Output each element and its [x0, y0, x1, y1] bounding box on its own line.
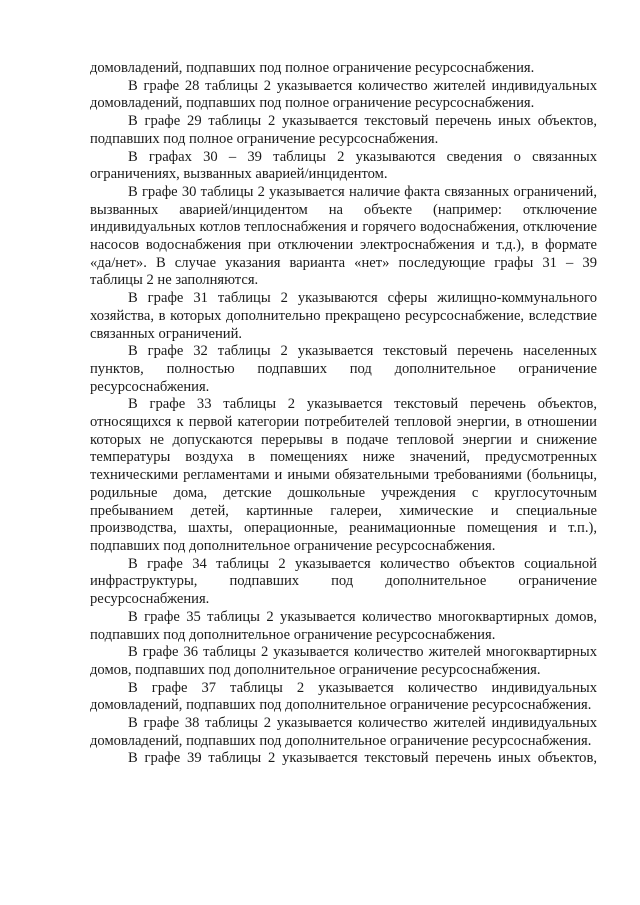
paragraph-column-29: В графе 29 таблицы 2 указывается текстовый перечень иных объектов, подпавших под полное ограничение ресурсоснабжения.	[90, 113, 597, 147]
paragraph-column-35: В графе 35 таблицы 2 указывается количество многоквартирных домов, подпавших под дополнительное ограничение ресурсоснабжения.	[90, 608, 597, 643]
paragraph-continuation: домовладений, подпавших под полное ограничение ресурсоснабжения.	[90, 60, 535, 76]
paragraph-column-34: В графе 34 таблицы 2 указывается количество объектов социальной инфраструктуры, подпавших под дополнительное ограничение ресурсоснабжения.	[90, 555, 597, 608]
paragraph-column-38: В графе 38 таблицы 2 указывается количество жителей индивидуальных домовладений, подпавших под дополнительное ограничение ресурсоснабжения.	[90, 715, 597, 749]
paragraph-column-28: В графе 28 таблицы 2 указывается количество жителей индивидуальных домовладений, подпавших под полное ограничение ресурсоснабжения.	[90, 77, 597, 112]
paragraph-column-33: В графе 33 таблицы 2 указывается текстовый перечень объектов, относящихся к первой категории потребителей тепловой энергии, в отношении которых не допускаются перерывы в подаче тепловой энергии и снижение температуры воздуха в помещениях ниже значений, предусмотренных техническими регламентами и иными обязательными требованиями (больницы, родильные дома, детские дошкольные учреждения с круглосуточным пребыванием детей, картинные галереи, химические и специальные производства, шахты, операционные, реанимационные помещения и т.п.), подпавших под дополнительное ограничение ресурсоснабжения.	[90, 396, 597, 554]
paragraph-column-39: В графе 39 таблицы 2 указывается текстовый перечень иных объектов,	[128, 750, 597, 767]
paragraph-column-36: В графе 36 таблицы 2 указывается количество жителей многоквартирных домов, подпавших под дополнительное ограничение ресурсоснабжения.	[90, 644, 597, 678]
paragraph-column-32: В графе 32 таблицы 2 указывается текстовый перечень населенных пунктов, полностью подпавших под дополнительное ограничение ресурсоснабжения.	[90, 343, 597, 395]
paragraph-column-31: В графе 31 таблицы 2 указываются сферы жилищно-коммунального хозяйства, в которых дополнительно прекращено ресурсоснабжение, вследствие связанных ограничений.	[90, 290, 597, 342]
document-page	[90, 60, 597, 768]
paragraph-columns-30-39: В графах 30 – 39 таблицы 2 указываются сведения о связанных ограничениях, вызванных аварией/инцидентом.	[90, 148, 597, 183]
paragraph-column-37: В графе 37 таблицы 2 указывается количество индивидуальных домовладений, подпавших под дополнительное ограничение ресурсоснабжения.	[90, 679, 597, 714]
paragraph-column-30: В графе 30 таблицы 2 указывается наличие факта связанных ограничений, вызванных аварией/инцидентом на объекте (например: отключение индивидуальных котлов теплоснабжения и горячего водоснабжения, отключение насосов водоснабжения при отключении электроснабжения и т.д.), в формате «да/нет». В случае указания варианта «нет» последующие графы 31 – 39 таблицы 2 не заполняются.	[90, 183, 597, 289]
